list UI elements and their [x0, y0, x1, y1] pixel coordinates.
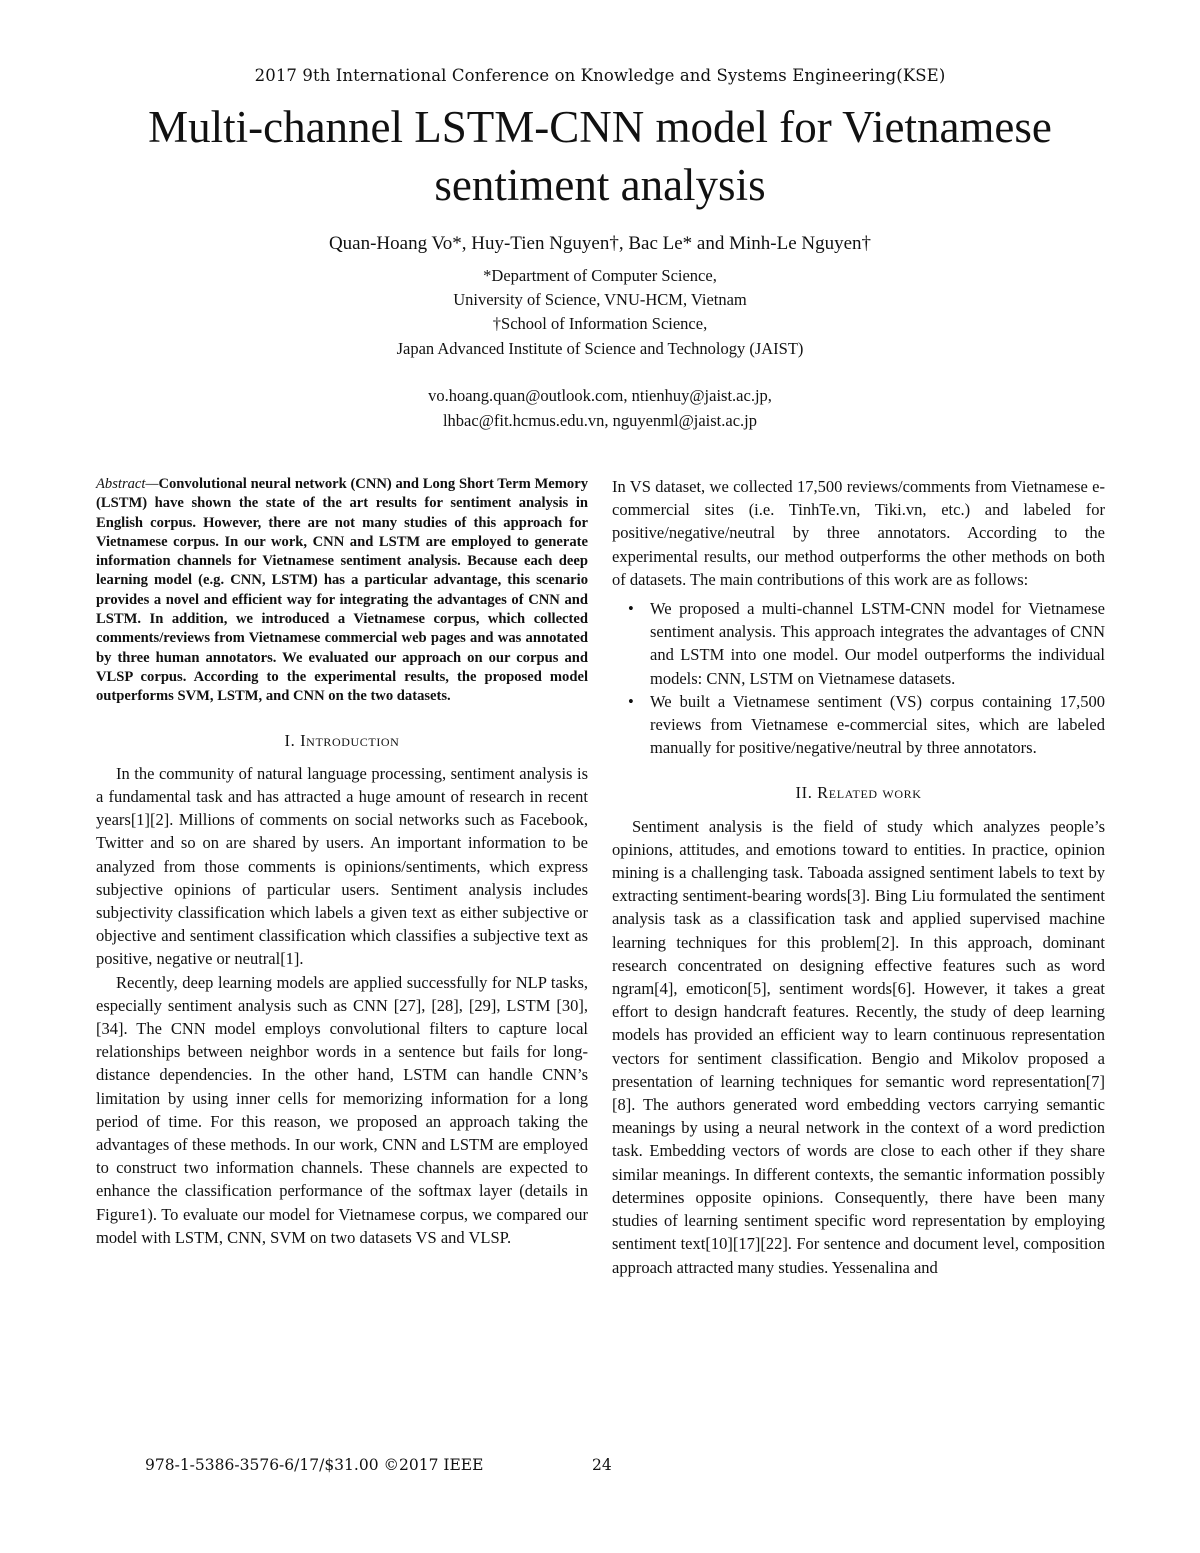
affiliation-line-4: Japan Advanced Institute of Science and Technology (JAIST) — [396, 339, 804, 358]
left-column — [96, 475, 588, 1249]
related-work-paragraph-1: Sentiment analysis is the field of study which analyzes people’s opinions, attitudes, and emotions toward to entities. In practice, opinion mining is a challenging task. Taboada assigned sentiment labels to text by extracting sentiment-bearing words[3]. Bing Liu formulated the sentiment analysis task as a classification task and applied supervised machine learning techniques for this problem[2]. In this approach, dominant research concentrated on designing effective features such as word ngram[4], emoticon[5], sentiment words[6]. However, it takes a great effort to design handcraft features. Recently, the study of deep learning models has provided an efficient way to learn continuous representation vectors for sentiment classification. Bengio and Mikolov proposed a presentation of learning techniques for semantic word representation[7][8]. The authors generated word embedding vectors carrying semantic meanings by using a neural network in the context of a word prediction task. Embedding vectors of words are close to each other if they share similar meanings. In different contexts, the semantic information possibly determines opposite opinions. Consequently, there have been many studies of learning sentiment specific word representation by employing sentiment text[10][17][22]. For sentence and document level, composition approach attracted many studies. Yessenalina and — [612, 816, 1105, 1277]
section-heading-introduction: I. Introduction — [284, 730, 400, 750]
contribution-list — [612, 597, 1105, 759]
list-item — [612, 597, 1105, 690]
list-item — [612, 690, 1105, 760]
affiliation-line-1: *Department of Computer Science, — [483, 266, 717, 285]
page-number: 24 — [592, 1456, 612, 1474]
footer-copyright: 978-1-5386-3576-6/17/$31.00 ©2017 IEEE — [145, 1456, 484, 1474]
intro-paragraph-1: In the community of natural language processing, sentiment analysis is a fundamental task and has attracted a huge amount of research in recent years[1][2]. Millions of comments on social networks such as Facebook, Twitter and so on are shared by users. An important information to be analyzed from those comments is opinions/sentiments, which express subjective opinions of particular users. Sentiment analysis includes subjectivity classification which labels a given text as either subjective or objective and sentiment classification which classifies a subjective text as positive, negative or neutral[1]. — [96, 763, 588, 969]
title-line-1: Multi-channel LSTM-CNN model for Vietnamese — [148, 102, 1052, 152]
contribution-text: We built a Vietnamese sentiment (VS) corpus containing 17,500 reviews from Vietnamese e-commercial sites, which are labeled manually for positive/negative/neutral by three annotators. — [650, 691, 1105, 758]
abstract — [96, 475, 588, 707]
affiliation-line-2: University of Science, VNU-HCM, Vietnam — [453, 290, 747, 309]
bullet-icon: • — [628, 691, 634, 711]
intro-paragraph-2: Recently, deep learning models are applied successfully for NLP tasks, especially sentiment analysis such as CNN [27], [28], [29], LSTM [30], [34]. The CNN model employs convolutional filters to capture local relationships between neighbor words in a sentence but fails for long-distance dependencies. In the other hand, LSTM can handle CNN’s limitation by using inner cells for memorizing information for a long period of time. For this reason, we proposed an approach taking the advantages of these methods. In our work, CNN and LSTM are employed to construct two information channels. These channels are expected to enhance the classification performance of the softmax layer (details in Figure1). To evaluate our model for Vietnamese corpus, we compared our model with LSTM, CNN, SVM on two datasets VS and VLSP. — [96, 972, 588, 1247]
contribution-text: We proposed a multi-channel LSTM-CNN model for Vietnamese sentiment analysis. This approach integrates the advantages of CNN and LSTM into one model. Our model outperforms the individual models: CNN, LSTM on Vietnamese datasets. — [650, 599, 1105, 688]
paper-title — [60, 98, 1140, 214]
author-list: Quan-Hoang Vo*, Huy-Tien Nguyen†, Bac Le* and Minh-Le Nguyen† — [328, 233, 872, 254]
title-line-2: sentiment analysis — [434, 160, 766, 210]
conference-header: 2017 9th International Conference on Knowledge and Systems Engineering(KSE) — [254, 66, 946, 85]
email-line-2: lhbac@fit.hcmus.edu.vn, nguyenml@jaist.ac.jp — [442, 411, 758, 430]
email-line-1: vo.hoang.quan@outlook.com, ntienhuy@jaist.ac.jp, — [428, 386, 772, 405]
section-heading-related-work: II. Related work — [795, 783, 922, 803]
abstract-text: Convolutional neural network (CNN) and Long Short Term Memory (LSTM) have shown the state of the art results for sentiment analysis in English corpus. However, there are not many studies of this approach for Vietnamese corpus. In our work, CNN and LSTM are employed to generate information channels for Vietnamese sentiment analysis. Because each deep learning model (e.g. CNN, LSTM) has a particular advantage, this scenario provides a novel and efficient way for integrating the advantages of CNN and LSTM. In addition, we introduced a Vietnamese corpus, which collected comments/reviews from Vietnamese commercial web pages and was annotated by three human annotators. We evaluated our approach on our corpus and VLSP corpus. According to the experimental results, the proposed model outperforms SVM, LSTM, and CNN on the two datasets. — [96, 476, 588, 705]
bullet-icon: • — [628, 599, 634, 619]
affiliation-line-3: †School of Information Science, — [492, 314, 708, 333]
right-column — [612, 475, 1105, 1279]
abstract-lead: Abstract— — [96, 476, 159, 492]
intro-paragraph-3: In VS dataset, we collected 17,500 reviews/comments from Vietnamese e-commercial sites (i.e. TinhTe.vn, Tiki.vn, etc.) and labeled for positive/negative/neutral by three annotators. According to the experimental results, our method outperforms the other methods on both of datasets. The main contributions of this work are as follows: — [612, 477, 1105, 589]
